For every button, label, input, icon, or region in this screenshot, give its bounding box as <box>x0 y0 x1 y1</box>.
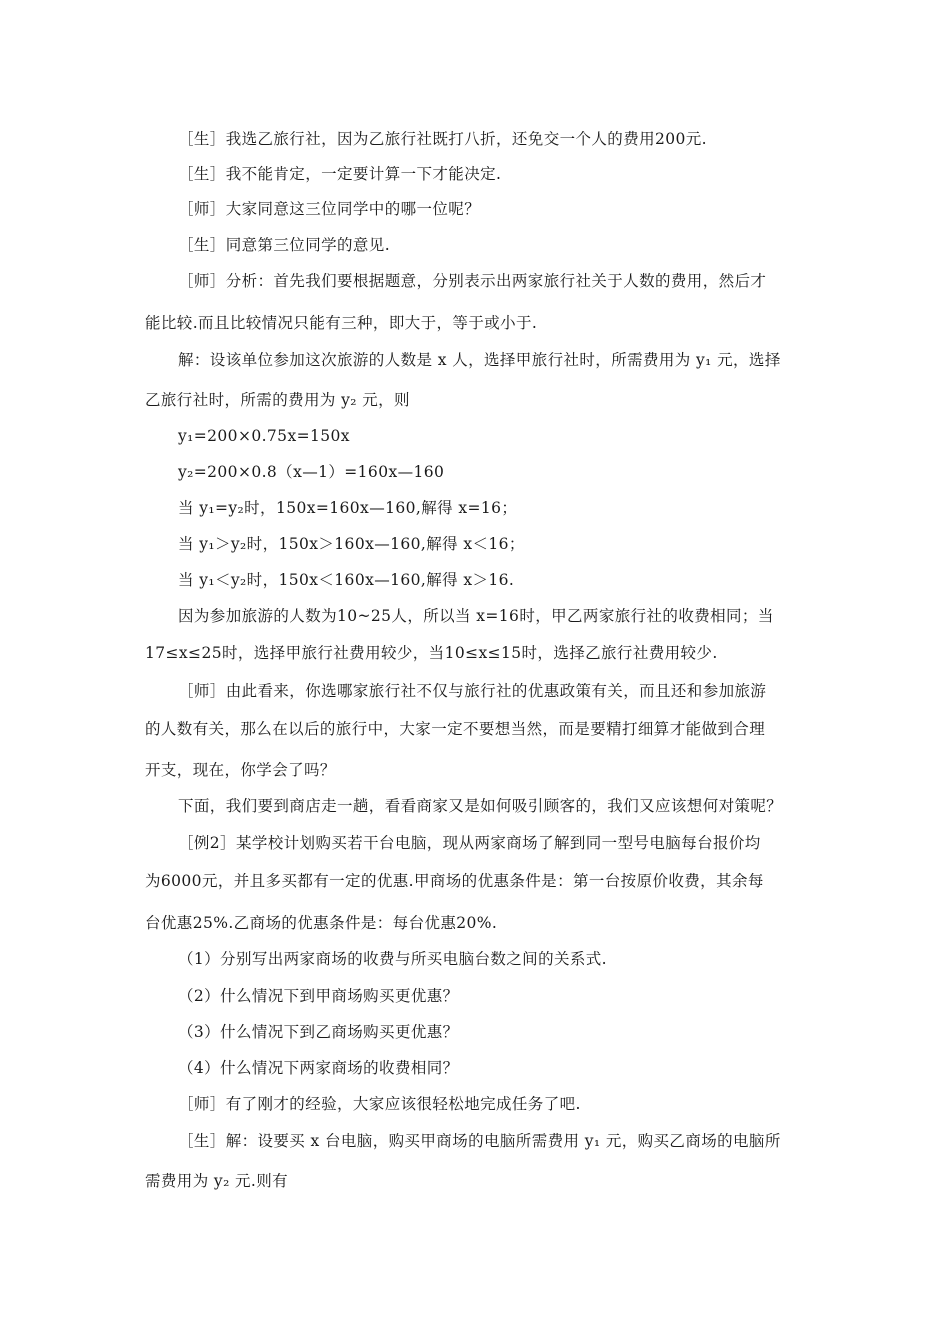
text-line: ［师］由此看来，你选哪家旅行社不仅与旅行社的优惠政策有关，而且还和参加旅游 <box>178 682 767 700</box>
text-line: 下面，我们要到商店走一趟，看看商家又是如何吸引顾客的，我们又应该想何对策呢？ <box>178 797 783 815</box>
equation-line: 当 y₁=y₂时，150x=160x—160,解得 x=16； <box>178 499 518 517</box>
text-line: 为6000元，并且多买都有一定的优惠.甲商场的优惠条件是：第一台按原价收费，其余每 <box>145 872 764 890</box>
text-line: 17≤x≤25时，选择甲旅行社费用较少，当10≤x≤15时，选择乙旅行社费用较少. <box>145 644 718 662</box>
text-line: ［师］有了刚才的经验，大家应该很轻松地完成任务了吧. <box>178 1095 581 1113</box>
text-line: ［师］分析：首先我们要根据题意，分别表示出两家旅行社关于人数的费用，然后才 <box>178 272 767 290</box>
text-line: 能比较.而且比较情况只能有三种，即大于，等于或小于. <box>145 314 538 332</box>
text-line: ［师］大家同意这三位同学中的哪一位呢？ <box>178 200 481 218</box>
text-line: ［例2］某学校计划购买若干台电脑，现从两家商场了解到同一型号电脑每台报价均 <box>178 834 761 852</box>
text-line: 乙旅行社时，所需的费用为 y₂ 元，则 <box>145 391 410 409</box>
text-line: ［生］同意第三位同学的意见. <box>178 236 391 254</box>
text-line: 的人数有关，那么在以后的旅行中，大家一定不要想当然，而是要精打细算才能做到合理 <box>145 720 766 738</box>
text-line: 解：设该单位参加这次旅游的人数是 x 人，选择甲旅行社时，所需费用为 y₁ 元，选择 <box>178 351 781 369</box>
equation-line: 当 y₁＜y₂时，150x＜160x—160,解得 x＞16. <box>178 571 515 589</box>
text-line: 需费用为 y₂ 元.则有 <box>145 1172 289 1190</box>
text-line: 台优惠25%.乙商场的优惠条件是：每台优惠20%. <box>145 914 498 932</box>
text-line: ［生］我不能肯定，一定要计算一下才能决定. <box>178 165 502 183</box>
equation-line: y₁=200×0.75x=150x <box>178 427 350 445</box>
text-line: 因为参加旅游的人数为10~25人，所以当 x=16时，甲乙两家旅行社的收费相同；当 <box>178 607 774 625</box>
text-line: （2）什么情况下到甲商场购买更优惠？ <box>178 987 459 1005</box>
text-line: ［生］解：设要买 x 台电脑，购买甲商场的电脑所需费用 y₁ 元，购买乙商场的电脑所 <box>178 1132 781 1150</box>
equation-line: 当 y₁＞y₂时，150x＞160x—160,解得 x＜16； <box>178 535 525 553</box>
text-line: （4）什么情况下两家商场的收费相同？ <box>178 1059 459 1077</box>
text-line: （3）什么情况下到乙商场购买更优惠？ <box>178 1023 459 1041</box>
equation-line: y₂=200×0.8（x—1）=160x—160 <box>178 463 445 481</box>
text-line: （1）分别写出两家商场的收费与所买电脑台数之间的关系式. <box>178 950 607 968</box>
text-line: ［生］我选乙旅行社，因为乙旅行社既打八折，还免交一个人的费用200元. <box>178 130 708 148</box>
text-line: 开支，现在，你学会了吗？ <box>145 761 336 779</box>
